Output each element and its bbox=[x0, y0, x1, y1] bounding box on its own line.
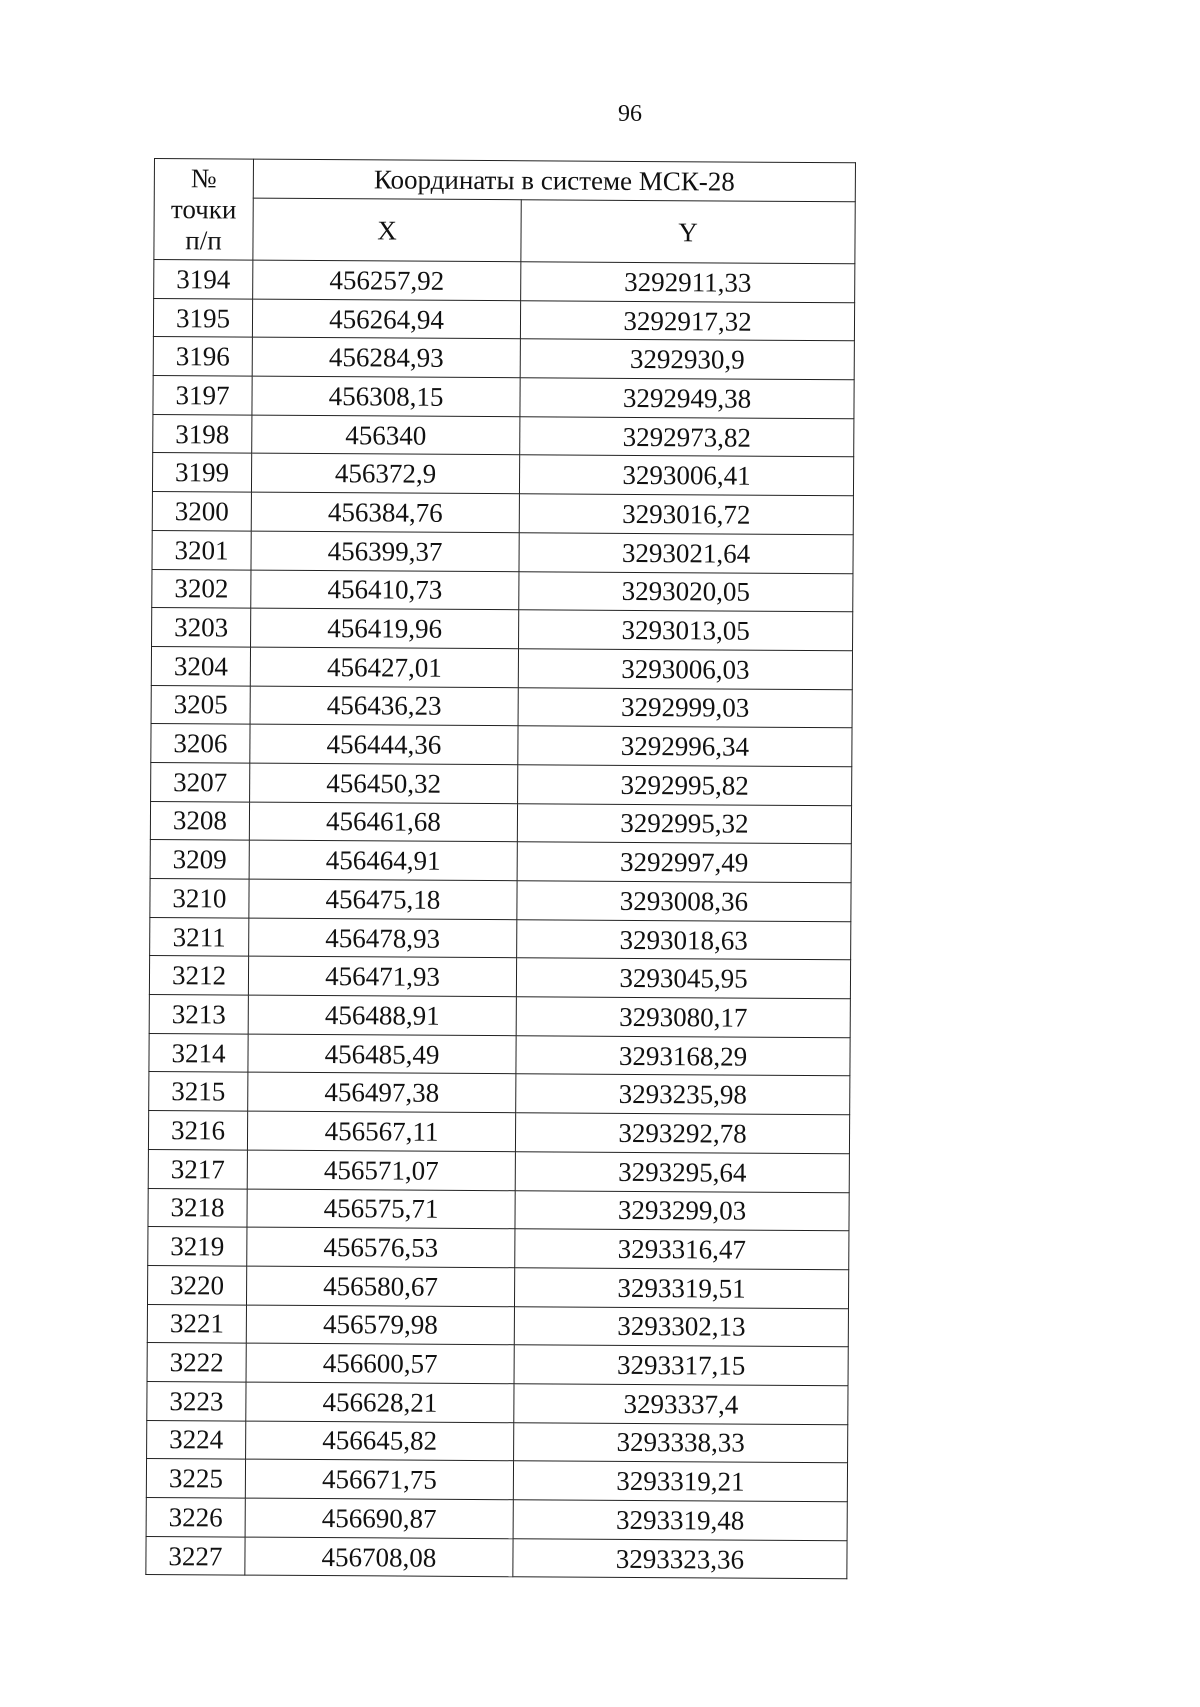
table-row bbox=[148, 1227, 849, 1270]
point-number-cell: 3205 bbox=[151, 685, 250, 724]
point-number-cell: 3206 bbox=[151, 724, 250, 763]
point-number-cell: 3227 bbox=[146, 1536, 245, 1575]
y-coordinate-cell: 3292997,49 bbox=[517, 842, 851, 883]
table-row bbox=[146, 1497, 847, 1540]
x-coordinate-cell: 456475,18 bbox=[249, 879, 517, 919]
x-coordinate-cell: 456384,76 bbox=[251, 492, 519, 532]
point-number-cell: 3211 bbox=[150, 917, 249, 956]
y-coordinate-cell: 3293319,48 bbox=[513, 1500, 847, 1541]
y-coordinate-cell: 3293020,05 bbox=[519, 571, 853, 612]
point-number-cell: 3201 bbox=[152, 530, 251, 569]
number-header-line3: п/п bbox=[185, 224, 222, 255]
x-coordinate-cell: 456340 bbox=[252, 415, 520, 455]
x-coordinate-cell: 456427,01 bbox=[250, 647, 518, 687]
y-coordinate-cell: 3293235,98 bbox=[516, 1074, 850, 1115]
x-coordinate-cell: 456600,57 bbox=[246, 1343, 514, 1383]
y-coordinate-cell: 3293316,47 bbox=[515, 1229, 849, 1270]
y-coordinate-cell: 3293006,03 bbox=[518, 649, 852, 690]
coordinates-system-header: Координаты в системе МСК-28 bbox=[253, 159, 855, 202]
point-number-cell: 3216 bbox=[148, 1111, 247, 1150]
y-coordinate-cell: 3292911,33 bbox=[521, 262, 855, 303]
point-number-cell: 3194 bbox=[154, 260, 253, 299]
table-row bbox=[147, 1304, 848, 1347]
x-coordinate-cell: 456579,98 bbox=[246, 1305, 514, 1345]
point-number-cell: 3202 bbox=[152, 569, 251, 608]
point-number-cell: 3195 bbox=[153, 298, 252, 337]
y-coordinate-cell: 3292995,32 bbox=[517, 803, 851, 844]
y-coordinate-cell: 3292949,38 bbox=[520, 378, 854, 419]
x-coordinate-cell: 456690,87 bbox=[245, 1498, 513, 1538]
y-coordinate-cell: 3292999,03 bbox=[518, 687, 852, 728]
x-coordinate-cell: 456478,93 bbox=[249, 918, 517, 958]
table-row bbox=[152, 492, 853, 535]
y-coordinate-cell: 3293021,64 bbox=[519, 533, 853, 574]
table-row bbox=[150, 840, 851, 883]
table-row bbox=[149, 1072, 850, 1115]
point-number-cell: 3222 bbox=[147, 1343, 246, 1382]
y-column-header: Y bbox=[521, 200, 855, 264]
number-sign: № bbox=[190, 162, 217, 193]
table-row bbox=[147, 1381, 848, 1424]
y-coordinate-cell: 3293080,17 bbox=[516, 997, 850, 1038]
x-coordinate-cell: 456464,91 bbox=[249, 840, 517, 880]
point-number-cell: 3220 bbox=[147, 1265, 246, 1304]
x-coordinate-cell: 456450,32 bbox=[250, 763, 518, 803]
y-coordinate-cell: 3292973,82 bbox=[520, 416, 854, 457]
y-coordinate-cell: 3292995,82 bbox=[518, 765, 852, 806]
point-number-cell: 3224 bbox=[147, 1420, 246, 1459]
table-row bbox=[148, 1149, 849, 1192]
x-coordinate-cell: 456410,73 bbox=[251, 570, 519, 610]
point-number-cell: 3209 bbox=[150, 840, 249, 879]
table-row bbox=[148, 1111, 849, 1154]
x-coordinate-cell: 456708,08 bbox=[245, 1537, 513, 1577]
table-row bbox=[151, 685, 852, 728]
x-column-header: X bbox=[253, 198, 521, 261]
y-coordinate-cell: 3293045,95 bbox=[516, 958, 850, 999]
point-number-cell: 3203 bbox=[152, 608, 251, 647]
y-coordinate-cell: 3293337,4 bbox=[514, 1384, 848, 1425]
y-coordinate-cell: 3293018,63 bbox=[517, 919, 851, 960]
table-row bbox=[152, 453, 853, 496]
x-coordinate-cell: 456645,82 bbox=[246, 1421, 514, 1461]
x-coordinate-cell: 456257,92 bbox=[253, 260, 521, 300]
table-row bbox=[153, 414, 854, 457]
table-row bbox=[147, 1265, 848, 1308]
number-header-line2: точки bbox=[170, 193, 237, 225]
table-body bbox=[146, 260, 855, 1580]
point-number-cell: 3218 bbox=[148, 1188, 247, 1227]
y-coordinate-cell: 3293168,29 bbox=[516, 1035, 850, 1076]
y-coordinate-cell: 3293295,64 bbox=[515, 1152, 849, 1193]
point-number-cell: 3214 bbox=[149, 1033, 248, 1072]
point-number-cell: 3210 bbox=[150, 878, 249, 917]
y-coordinate-cell: 3293016,72 bbox=[519, 494, 853, 535]
table-header bbox=[154, 159, 856, 264]
table-row bbox=[146, 1459, 847, 1502]
point-number-cell: 3199 bbox=[152, 453, 251, 492]
point-number-cell: 3200 bbox=[152, 492, 251, 531]
table-row bbox=[153, 337, 854, 380]
table-row bbox=[153, 376, 854, 419]
point-number-cell: 3212 bbox=[149, 956, 248, 995]
x-coordinate-cell: 456461,68 bbox=[249, 802, 517, 842]
y-coordinate-cell: 3293319,51 bbox=[514, 1268, 848, 1309]
y-coordinate-cell: 3292996,34 bbox=[518, 726, 852, 767]
x-coordinate-cell: 456628,21 bbox=[246, 1382, 514, 1422]
y-coordinate-cell: 3293299,03 bbox=[515, 1190, 849, 1231]
x-coordinate-cell: 456671,75 bbox=[245, 1459, 513, 1499]
x-coordinate-cell: 456372,9 bbox=[251, 454, 519, 494]
y-coordinate-cell: 3292917,32 bbox=[520, 300, 854, 341]
point-number-cell: 3219 bbox=[148, 1227, 247, 1266]
table-row bbox=[151, 762, 852, 805]
y-coordinate-cell: 3293013,05 bbox=[519, 610, 853, 651]
x-coordinate-cell: 456567,11 bbox=[247, 1111, 515, 1151]
table-row bbox=[149, 1033, 850, 1076]
point-number-cell: 3226 bbox=[146, 1497, 245, 1536]
table-row bbox=[152, 608, 853, 651]
x-coordinate-cell: 456419,96 bbox=[251, 608, 519, 648]
point-number-cell: 3197 bbox=[153, 376, 252, 415]
point-number-cell: 3204 bbox=[151, 646, 250, 685]
y-coordinate-cell: 3293008,36 bbox=[517, 881, 851, 922]
y-coordinate-cell: 3293323,36 bbox=[513, 1538, 847, 1579]
table-row bbox=[151, 724, 852, 767]
table-row bbox=[153, 298, 854, 341]
point-number-cell: 3213 bbox=[149, 995, 248, 1034]
table-row bbox=[146, 1536, 847, 1579]
x-coordinate-cell: 456436,23 bbox=[250, 686, 518, 726]
x-coordinate-cell: 456485,49 bbox=[248, 1034, 516, 1074]
x-coordinate-cell: 456444,36 bbox=[250, 724, 518, 764]
x-coordinate-cell: 456497,38 bbox=[248, 1073, 516, 1113]
point-number-cell: 3217 bbox=[148, 1149, 247, 1188]
coordinates-table bbox=[145, 158, 856, 1580]
point-number-cell: 3198 bbox=[153, 414, 252, 453]
table-row bbox=[150, 917, 851, 960]
x-coordinate-cell: 456488,91 bbox=[248, 995, 516, 1035]
table-row bbox=[152, 530, 853, 573]
x-coordinate-cell: 456284,93 bbox=[252, 337, 520, 377]
table-row bbox=[150, 801, 851, 844]
y-coordinate-cell: 3292930,9 bbox=[520, 339, 854, 380]
y-coordinate-cell: 3293292,78 bbox=[515, 1113, 849, 1154]
y-coordinate-cell: 3293319,21 bbox=[513, 1461, 847, 1502]
table-row bbox=[147, 1420, 848, 1463]
point-number-cell: 3221 bbox=[147, 1304, 246, 1343]
x-coordinate-cell: 456399,37 bbox=[251, 531, 519, 571]
x-coordinate-cell: 456471,93 bbox=[248, 956, 516, 996]
y-coordinate-cell: 3293338,33 bbox=[514, 1422, 848, 1463]
point-number-cell: 3223 bbox=[147, 1381, 246, 1420]
point-number-cell: 3207 bbox=[151, 762, 250, 801]
table-row bbox=[152, 569, 853, 612]
table-row bbox=[151, 646, 852, 689]
page-number: 96 bbox=[618, 101, 642, 127]
x-coordinate-cell: 456576,53 bbox=[247, 1227, 515, 1267]
y-coordinate-cell: 3293317,15 bbox=[514, 1345, 848, 1386]
x-coordinate-cell: 456575,71 bbox=[247, 1189, 515, 1229]
table-row bbox=[149, 956, 850, 999]
y-coordinate-cell: 3293302,13 bbox=[514, 1306, 848, 1347]
x-coordinate-cell: 456308,15 bbox=[252, 376, 520, 416]
x-coordinate-cell: 456580,67 bbox=[246, 1266, 514, 1306]
point-number-cell: 3208 bbox=[150, 801, 249, 840]
y-coordinate-cell: 3293006,41 bbox=[519, 455, 853, 496]
point-number-cell: 3215 bbox=[149, 1072, 248, 1111]
x-coordinate-cell: 456571,07 bbox=[247, 1150, 515, 1190]
table-row bbox=[148, 1188, 849, 1231]
table-row bbox=[150, 878, 851, 921]
x-coordinate-cell: 456264,94 bbox=[252, 299, 520, 339]
point-number-cell: 3196 bbox=[153, 337, 252, 376]
table-row bbox=[154, 260, 855, 303]
point-number-cell: 3225 bbox=[146, 1459, 245, 1498]
table-row bbox=[149, 995, 850, 1038]
table-row bbox=[147, 1343, 848, 1386]
point-number-header bbox=[154, 159, 254, 261]
